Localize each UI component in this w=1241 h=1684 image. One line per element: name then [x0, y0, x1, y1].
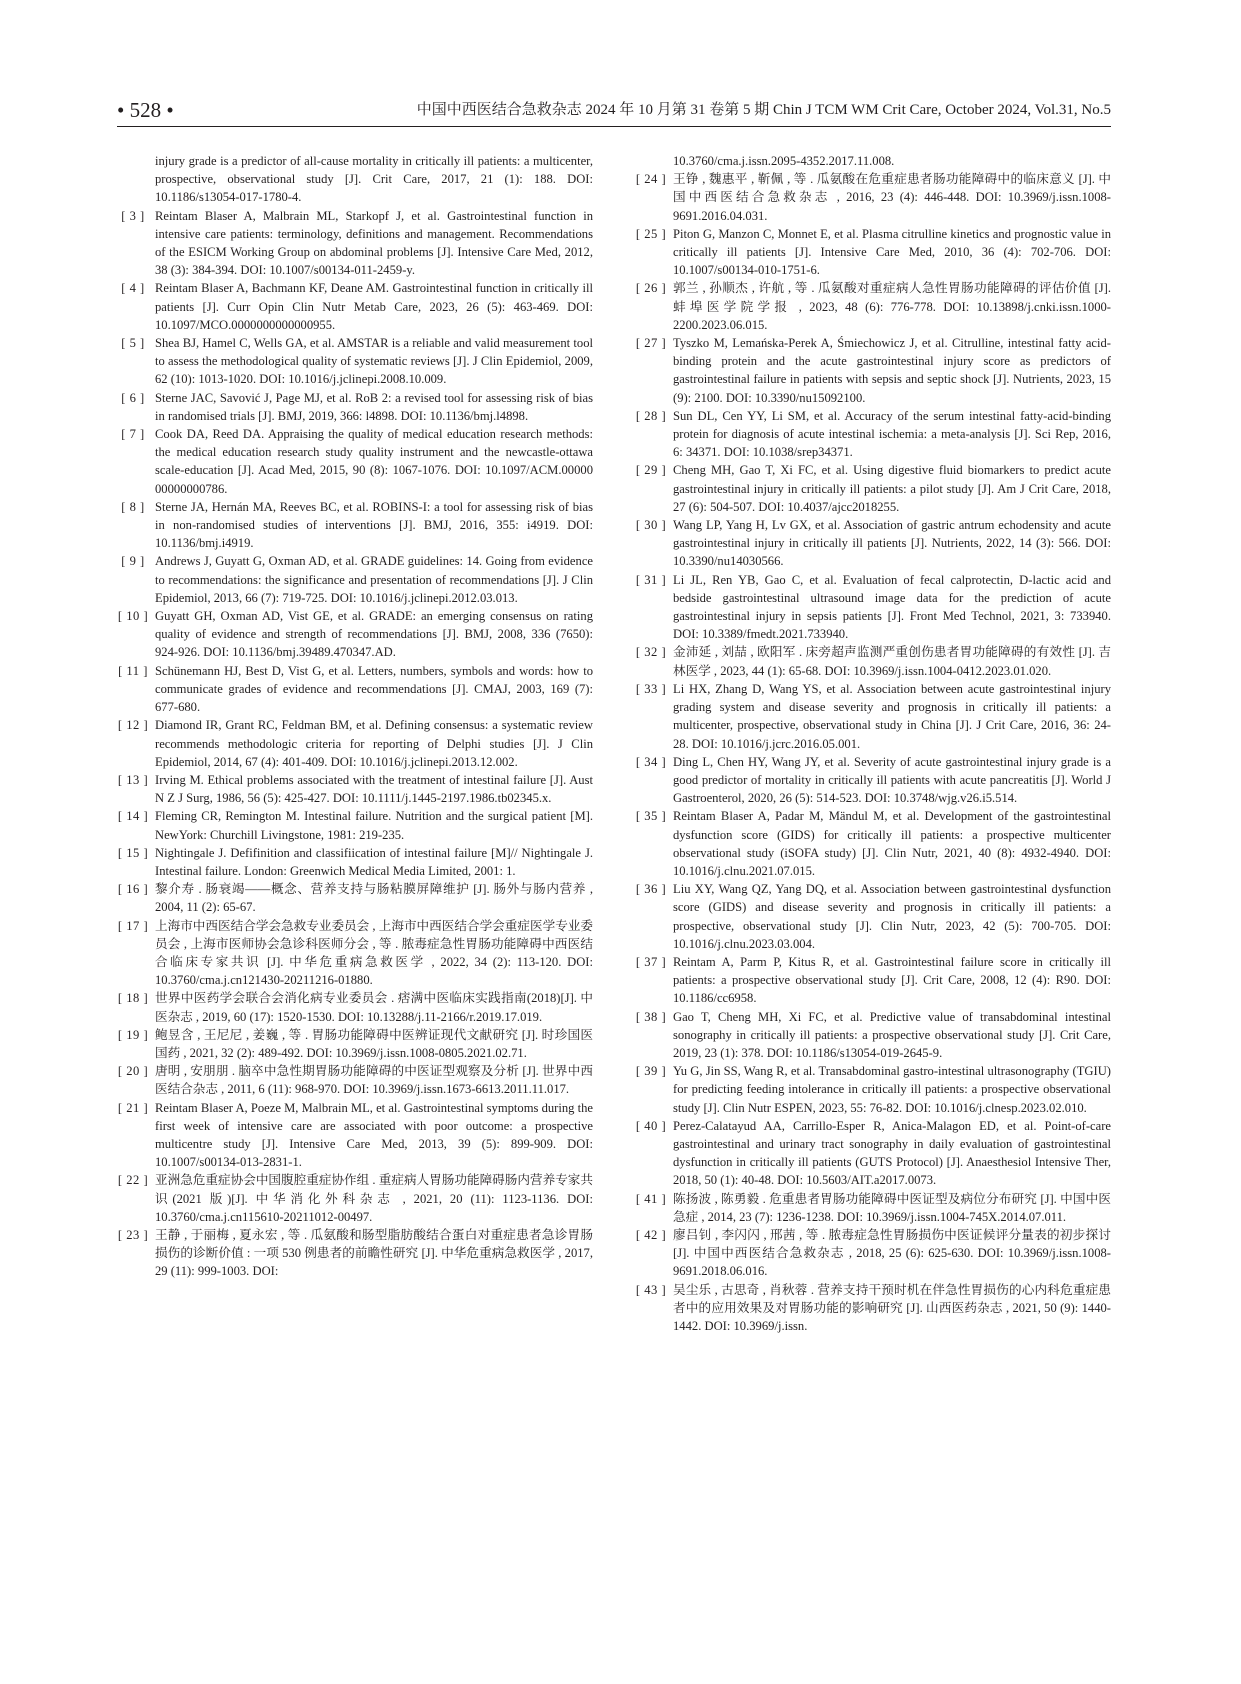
reference-text: Irving M. Ethical problems associated with the treatment of intestinal failure [J]. Aust N Z J Surg, 1986, 56 (5): 425-427. DOI: 10.1111/j.1445-2197.1986.tb02345.x. — [155, 772, 593, 806]
reference-text: 唐明 , 安朋朋 . 脑卒中急性期胃肠功能障碍的中医证型观察及分析 [J]. 世界中西医结合杂志 , 2011, 6 (11): 968-970. DOI: 10.3969/j.issn.1673-6613.2011.11.017. — [155, 1064, 593, 1097]
reference-text: Cheng MH, Gao T, Xi FC, et al. Using digestive fluid biomarkers to predict acute gastrointestinal injury in critically ill patients: a pilot study [J]. Am J Crit Care, 2018, 27 (6): 504-507. DOI: 10.4037/ajcc2018255. — [673, 463, 1111, 514]
reference-item — [635, 170, 1111, 225]
reference-item — [117, 552, 593, 607]
reference-number: [ 9 ] — [121, 554, 145, 569]
reference-text: Diamond IR, Grant RC, Feldman BM, et al. Defining consensus: a systematic review recommends methodologic criteria for reporting of Delphi studies [J]. J Clin Epidemiol, 2014, 67 (4): 401-409. DOI: 10.1016/j.jclinepi.2013.12.002. — [155, 718, 593, 769]
header-rule — [117, 126, 1111, 127]
reference-number: [ 8 ] — [121, 499, 145, 514]
reference-number: [ 21 ] — [117, 1100, 149, 1115]
reference-number: [ 18 ] — [117, 991, 149, 1006]
reference-text: 黎介寿 . 肠衰竭——概念、营养支持与肠粘膜屏障维护 [J]. 肠外与肠内营养 , 2004, 11 (2): 65-67. — [155, 882, 593, 915]
reference-number: [ 19 ] — [117, 1027, 149, 1042]
reference-item — [635, 225, 1111, 280]
reference-text: Piton G, Manzon C, Monnet E, et al. Plasma citrulline kinetics and prognostic value in critically ill patients [J]. Intensive Care Med, 2010, 36 (4): 702-706. DOI: 10.1007/s00134-010-1751-6. — [673, 226, 1111, 278]
reference-number: [ 26 ] — [635, 281, 667, 296]
reference-item — [117, 1026, 593, 1062]
reference-number: [ 38 ] — [635, 1009, 667, 1024]
reference-text: Li JL, Ren YB, Gao C, et al. Evaluation of fecal calprotectin, D-lactic acid and bedside gastrointestinal ultrasound image data for the prediction of acute gastrointestinal injury in sepsis patients [J]. Front Med Technol, 2021, 3: 733940. DOI: 10.3389/fmedt.2021.733940. — [673, 572, 1111, 642]
reference-number: [ 27 ] — [635, 336, 667, 351]
reference-number: [ 28 ] — [635, 408, 667, 423]
reference-item — [635, 571, 1111, 644]
reference-number: [ 6 ] — [121, 390, 145, 405]
reference-item — [635, 407, 1111, 462]
reference-item — [117, 989, 593, 1025]
reference-item — [635, 1226, 1111, 1281]
reference-text: Nightingale J. Defifinition and classifiication of intestinal failure [M]// Nightingale J. Intestinal failure. London: Greenwich Medical Media Limited, 2001: 1. — [155, 845, 593, 878]
reference-text: Reintam Blaser A, Padar M, Mändul M, et al. Development of the gastrointestinal dysfunction score (GIDS) for critically ill patients: a prospective multicenter observational study (iSOFA study) [J]. Clin Nutr, 2021, 40 (8): 4932-4940. DOI: 10.1016/j.clnu.2021.07.015. — [673, 809, 1111, 878]
reference-number: [ 5 ] — [121, 336, 145, 351]
reference-item — [635, 1190, 1111, 1226]
reference-number: [ 10 ] — [117, 609, 149, 624]
reference-item — [635, 807, 1111, 880]
reference-text: Ding L, Chen HY, Wang JY, et al. Severity of acute gastrointestinal injury grade is a good predictor of mortality in critically ill patients with acute pancreatitis [J]. World J Gastroenterol, 2020, 26 (5): 514-523. DOI: 10.3748/wjg.v26.i5.514. — [673, 754, 1111, 806]
reference-item — [635, 1008, 1111, 1063]
reference-item — [117, 807, 593, 843]
reference-item — [117, 389, 593, 425]
reference-number: [ 30 ] — [635, 518, 667, 533]
reference-text: 廖吕钊 , 李闪闪 , 邢茜 , 等 . 脓毒症急性胃肠损伤中医证候评分量表的初步探讨 [J]. 中国中西医结合急救杂志 , 2018, 25 (6): 625-630. DOI: 10.3969/j.issn.1008-9691.2018.06.016. — [673, 1227, 1111, 1279]
reference-text: Reintam A, Parm P, Kitus R, et al. Gastrointestinal failure score in critically ill patients: a prospective observational study [J]. Crit Care, 2008, 12 (4): R90. DOI: 10.1186/cc6958. — [673, 954, 1111, 1006]
reference-text: Reintam Blaser A, Bachmann KF, Deane AM. Gastrointestinal function in critically ill patients [J]. Curr Opin Clin Nutr Metab Care, 2023, 26 (5): 463-469. DOI: 10.1097/MCO.0000000000000955. — [155, 281, 593, 332]
running-header — [117, 96, 1111, 124]
reference-number: [ 12 ] — [117, 718, 149, 733]
reference-text: Schünemann HJ, Best D, Vist G, et al. Letters, numbers, symbols and words: how to communicate grades of evidence and recommendations [J]. CMAJ, 2003, 169 (7): 677-680. — [155, 663, 593, 715]
reference-item — [635, 680, 1111, 753]
reference-number: [ 37 ] — [635, 954, 667, 969]
reference-text: Sun DL, Cen YY, Li SM, et al. Accuracy of the serum intestinal fatty-acid-binding protein for diagnosis of acute intestinal ischemia: a meta-analysis [J]. Sci Rep, 2016, 6: 34371. DOI: 10.1038/srep34371. — [673, 408, 1111, 460]
page-number: • 528 • — [117, 98, 174, 122]
reference-number: [ 22 ] — [117, 1173, 149, 1188]
reference-item — [635, 753, 1111, 808]
reference-number: [ 32 ] — [635, 645, 667, 660]
reference-number: [ 4 ] — [121, 281, 145, 296]
reference-item — [117, 498, 593, 553]
reference-item — [635, 880, 1111, 953]
reference-number: [ 17 ] — [117, 918, 149, 933]
reference-item — [117, 207, 593, 280]
reference-text: 王静 , 于丽梅 , 夏永宏 , 等 . 瓜氨酸和肠型脂肪酸结合蛋白对重症患者急诊胃肠损伤的诊断价值 : 一项 530 例患者的前瞻性研究 [J]. 中华危重病急救医学 , 2017, 29 (11): 999-1003. DOI: — [155, 1227, 593, 1279]
reference-text: Guyatt GH, Oxman AD, Vist GE, et al. GRADE: an emerging consensus on rating quality of evidence and strength of recommendations [J]. BMJ, 2008, 336 (7650): 924-926. DOI: 10.1136/bmj.39489.470347.AD. — [155, 609, 593, 660]
reference-text: Li HX, Zhang D, Wang YS, et al. Association between acute gastrointestinal injury grading system and disease severity and prognosis in critically ill patients: a multicenter, prospective, observational study in China [J]. J Crit Care, 2016, 36: 24-28. DOI: 10.1016/j.jcrc.2016.05.001. — [673, 681, 1111, 751]
reference-text: 王铮 , 魏惠平 , 靳佩 , 等 . 瓜氨酸在危重症患者肠功能障碍中的临床意义 [J]. 中国中西医结合急救杂志 , 2016, 23 (4): 446-448. DOI: 10.3969/j.issn.1008-9691.2016.04.031. — [673, 172, 1111, 223]
reference-text: Cook DA, Reed DA. Appraising the quality of medical education research methods: the medical education research study quality instrument and the newcastle-ottawa scale-education [J]. Acad Med, 2015, 90 (8): 1067-1076. DOI: 10.1097/ACM.00000 00000000786. — [155, 427, 593, 496]
reference-number: [ 11 ] — [118, 663, 148, 678]
reference-number: [ 36 ] — [635, 882, 667, 897]
reference-item — [117, 1099, 593, 1172]
reference-text: Sterne JA, Hernán MA, Reeves BC, et al. ROBINS-I: a tool for assessing risk of bias in non-randomised studies of interventions [J]. BMJ, 2016, 355: i4919. DOI: 10.1136/bmj.i4919. — [155, 499, 593, 551]
reference-number: [ 15 ] — [117, 845, 149, 860]
reference-text: Shea BJ, Hamel C, Wells GA, et al. AMSTAR is a reliable and valid measurement tool to assess the methodological quality of systematic reviews [J]. J Clin Epidemiol, 2009, 62 (10): 1013-1020. DOI: 10.1016/j.jclinepi.2008.10.009. — [155, 336, 593, 387]
reference-text: 10.3760/cma.j.issn.2095-4352.2017.11.008. — [673, 154, 895, 168]
reference-number: [ 39 ] — [635, 1064, 667, 1079]
reference-continuation — [635, 152, 1111, 170]
reference-text: 金沛延 , 刘喆 , 欧阳军 . 床旁超声监测严重创伤患者胃功能障碍的有效性 [J]. 吉林医学 , 2023, 44 (1): 65-68. DOI: 10.3969/j.issn.1004-0412.2023.01.020. — [673, 645, 1111, 678]
journal-citation: 中国中西医结合急救杂志 2024 年 10 月第 31 卷第 5 期 Chin J TCM WM Crit Care, October 2024, Vol.31, No.5 — [416, 102, 1111, 118]
reference-number: [ 34 ] — [635, 754, 667, 769]
reference-text: Fleming CR, Remington M. Intestinal failure. Nutrition and the surgical patient [M]. NewYork: Churchill Livingstone, 1981: 219-235. — [155, 809, 593, 842]
reference-item — [117, 425, 593, 498]
reference-item — [635, 953, 1111, 1008]
reference-number: [ 42 ] — [635, 1227, 667, 1242]
reference-number: [ 33 ] — [635, 681, 667, 696]
reference-item — [117, 1226, 593, 1281]
reference-number: [ 16 ] — [117, 882, 149, 897]
reference-item — [635, 1062, 1111, 1117]
reference-item — [117, 844, 593, 880]
reference-text: Wang LP, Yang H, Lv GX, et al. Association of gastric antrum echodensity and acute gastrointestinal injury in critically ill patients [J]. Nutrients, 2022, 14 (3): 566. DOI: 10.3390/nu14030566. — [673, 518, 1111, 569]
reference-item — [117, 1171, 593, 1226]
reference-item — [635, 643, 1111, 679]
reference-item — [117, 917, 593, 990]
reference-text: Gao T, Cheng MH, Xi FC, et al. Predictive value of transabdominal intestinal sonography in critically ill patients: a prospective observational study [J]. Crit Care, 2019, 23 (1): 378. DOI: 10.1186/s13054-019-2645-9. — [673, 1009, 1111, 1060]
reference-number: [ 24 ] — [635, 172, 667, 187]
right-column — [635, 152, 1111, 1335]
reference-item — [635, 279, 1111, 334]
reference-number: [ 25 ] — [635, 226, 667, 241]
reference-text: 郭兰 , 孙顺杰 , 许航 , 等 . 瓜氨酸对重症病人急性胃肠功能障碍的评估价值 [J]. 蚌埠医学院学报 , 2023, 48 (6): 776-778. DOI: 10.13898/j.cnki.issn.1000-2200.2023.06.015. — [673, 281, 1111, 332]
reference-number: [ 13 ] — [117, 772, 149, 787]
reference-text: Perez-Calatayud AA, Carrillo-Esper R, Anica-Malagon ED, et al. Point-of-care gastrointestinal and urinary tract sonography in daily evaluation of gastrointestinal dysfunction in critically ill patients (GUTS Protocol) [J]. Anaesthesiol Intensive Ther, 2018, 50 (1): 40-48. DOI: 10.5603/AIT.a2017.0073. — [673, 1118, 1111, 1188]
reference-number: [ 7 ] — [121, 427, 145, 442]
reference-text: 陈扬波 , 陈勇毅 . 危重患者胃肠功能障碍中医证型及病位分布研究 [J]. 中国中医急症 , 2014, 23 (7): 1236-1238. DOI: 10.3969/j.issn.1004-745X.2014.07.011. — [673, 1191, 1111, 1224]
reference-text: injury grade is a predictor of all-cause mortality in critically ill patients: a multicenter, prospective, observational study [J]. Crit Care, 2017, 21 (1): 188. DOI: 10.1186/s13054-017-1780-4. — [155, 154, 593, 205]
reference-item — [117, 1062, 593, 1098]
reference-number: [ 3 ] — [121, 208, 145, 223]
reference-number: [ 43 ] — [635, 1282, 667, 1297]
left-column — [117, 152, 593, 1281]
reference-text: 上海市中西医结合学会急救专业委员会 , 上海市中西医结合学会重症医学专业委员会 , 上海市医师协会急诊科医师分会 , 等 . 脓毒症急性胃肠功能障碍中西医结合临床专家共识 [J]. 中华危重病急救医学 , 2022, 34 (2): 113-120. DOI: 10.3760/cma.j.cn121430-20211216-01880. — [155, 918, 593, 988]
reference-number: [ 14 ] — [117, 809, 149, 824]
reference-text: Yu G, Jin SS, Wang R, et al. Transabdominal gastro-intestinal ultrasonography (TGIU) for predicting feeding intolerance in critically ill patients: a prospective observational study [J]. Clin Nutr ESPEN, 2023, 55: 76-82. DOI: 10.1016/j.clnesp.2023.02.010. — [673, 1064, 1111, 1115]
reference-text: Tyszko M, Lemańska-Perek A, Śmiechowicz J, et al. Citrulline, intestinal fatty acid-binding protein and the acute gastrointestinal injury score as predictors of gastrointestinal failure in patients with sepsis and septic shock [J]. Nutrients, 2023, 15 (9): 2100. DOI: 10.3390/nu15092100. — [673, 336, 1111, 405]
reference-text: Sterne JAC, Savović J, Page MJ, et al. RoB 2: a revised tool for assessing risk of bias in randomised trials [J]. BMJ, 2019, 366: l4898. DOI: 10.1136/bmj.l4898. — [155, 390, 593, 423]
reference-text: Reintam Blaser A, Poeze M, Malbrain ML, et al. Gastrointestinal symptoms during the first week of intensive care are associated with poor outcome: a prospective multicentre study [J]. Intensive Care Med, 2013, 39 (5): 899-909. DOI: 10.1007/s00134-013-2831-1. — [155, 1100, 593, 1170]
reference-item — [635, 516, 1111, 571]
reference-text: Andrews J, Guyatt G, Oxman AD, et al. GRADE guidelines: 14. Going from evidence to recommendations: the significance and presentation of recommendations [J]. J Clin Epidemiol, 2013, 66 (7): 719-725. DOI: 10.1016/j.jclinepi.2012.03.013. — [155, 554, 593, 605]
reference-item — [117, 607, 593, 662]
reference-text: Reintam Blaser A, Malbrain ML, Starkopf J, et al. Gastrointestinal function in intensive care patients: terminology, definitions and management. Recommendations of the ESICM Working Group on abdominal problems [J]. Intensive Care Med, 2012, 38 (3): 384-394. DOI: 10.1007/s00134-011-2459-y. — [155, 208, 593, 278]
reference-item — [635, 1281, 1111, 1336]
reference-number: [ 20 ] — [117, 1064, 149, 1079]
reference-text: 吴尘乐 , 古思奇 , 肖秋蓉 . 营养支持干预时机在伴急性胃损伤的心内科危重症患者中的应用效果及对胃肠功能的影响研究 [J]. 山西医药杂志 , 2021, 50 (9): 1440-1442. DOI: 10.3969/j.issn. — [673, 1282, 1111, 1333]
reference-item — [117, 771, 593, 807]
reference-item — [117, 662, 593, 717]
reference-item — [635, 334, 1111, 407]
reference-continuation — [117, 152, 593, 207]
reference-number: [ 29 ] — [635, 463, 667, 478]
reference-text: 世界中医药学会联合会消化病专业委员会 . 痞满中医临床实践指南(2018)[J]. 中医杂志 , 2019, 60 (17): 1520-1530. DOI: 10.13288/j.11-2166/r.2019.17.019. — [155, 991, 593, 1024]
reference-number: [ 23 ] — [117, 1227, 149, 1242]
reference-text: 亚洲急危重症协会中国腹腔重症协作组 . 重症病人胃肠功能障碍肠内营养专家共识(2021 版)[J]. 中华消化外科杂志 , 2021, 20 (11): 1123-1136. DOI: 10.3760/cma.j.cn115610-20211012-00497. — [155, 1173, 593, 1224]
reference-number: [ 41 ] — [635, 1191, 667, 1206]
reference-item — [117, 334, 593, 389]
reference-item — [117, 279, 593, 334]
reference-number: [ 40 ] — [635, 1118, 667, 1133]
reference-number: [ 35 ] — [635, 809, 667, 824]
reference-item — [635, 461, 1111, 516]
reference-text: Liu XY, Wang QZ, Yang DQ, et al. Association between gastrointestinal dysfunction score (GIDS) and disease severity and prognosis in critically ill patients: a prospective, observational study [J]. Clin Nutr, 2023, 42 (5): 700-705. DOI: 10.1016/j.clnu.2023.03.004. — [673, 882, 1111, 951]
reference-item — [117, 716, 593, 771]
reference-number: [ 31 ] — [635, 572, 667, 587]
reference-item — [635, 1117, 1111, 1190]
reference-text: 鲍昱含 , 王尼尼 , 姜巍 , 等 . 胃肠功能障碍中医辨证现代文献研究 [J]. 时珍国医国药 , 2021, 32 (2): 489-492. DOI: 10.3969/j.issn.1008-0805.2021.02.71. — [155, 1027, 593, 1060]
reference-item — [117, 880, 593, 916]
